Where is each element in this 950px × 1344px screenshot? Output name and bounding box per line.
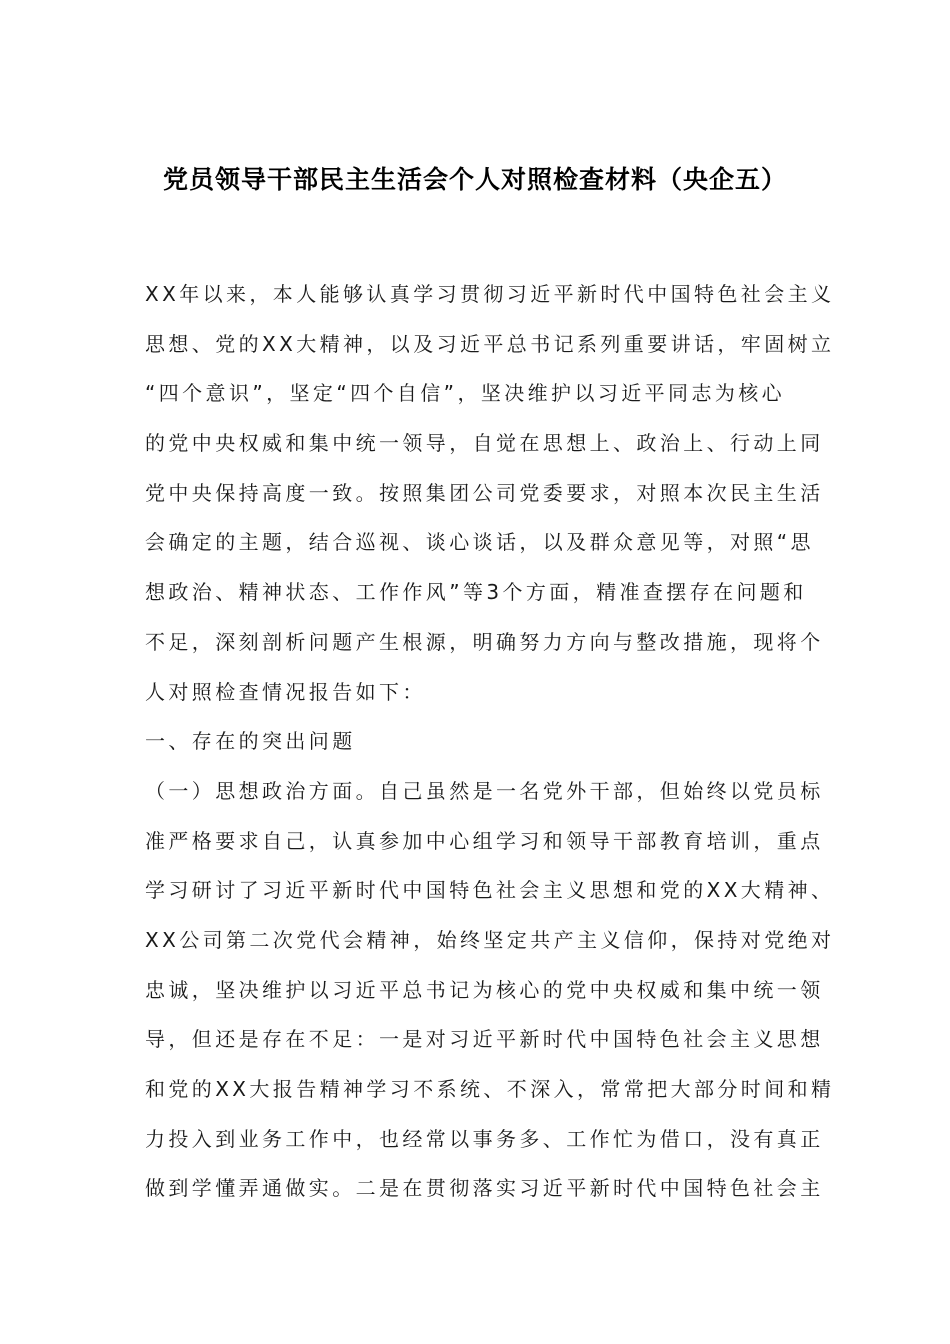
paragraph-line: 的党中央权威和集中统一领导，自觉在思想上、政治上、行动上同 <box>145 431 824 456</box>
document-title: 党员领导干部民主生活会个人对照检查材料（央企五） <box>162 165 787 194</box>
paragraph-line: 力投入到业务工作中，也经常以事务多、工作忙为借口，没有真正 <box>145 1126 824 1151</box>
section-heading: 一、存在的突出问题 <box>145 729 356 754</box>
paragraph-line: 学习研讨了习近平新时代中国特色社会主义思想和党的XX大精神、 <box>145 878 835 903</box>
paragraph-line: XX公司第二次党代会精神，始终坚定共产主义信仰，保持对党绝对 <box>145 927 835 952</box>
paragraph-line: 导，但还是存在不足：一是对习近平新时代中国特色社会主义思想 <box>145 1027 824 1052</box>
paragraph-line: 不足，深刻剖析问题产生根源，明确努力方向与整改措施，现将个 <box>145 629 824 654</box>
paragraph-line: “四个意识”，坚定“四个自信”，坚决维护以习近平同志为核心 <box>145 381 786 406</box>
document-body <box>145 270 835 1214</box>
paragraph-line: 党中央保持高度一致。按照集团公司党委要求，对照本次民主生活 <box>145 480 824 505</box>
paragraph-line: 做到学懂弄通做实。二是在贯彻落实习近平新时代中国特色社会主 <box>145 1176 824 1201</box>
paragraph-line: 人对照检查情况报告如下： <box>145 679 426 704</box>
paragraph-line: XX年以来，本人能够认真学习贯彻习近平新时代中国特色社会主义 <box>145 282 835 306</box>
paragraph-line: 思想、党的XX大精神，以及习近平总书记系列重要讲话，牢固树立 <box>145 331 835 356</box>
paragraph-line: 想政治、精神状态、工作作风”等3个方面，精准查摆存在问题和 <box>145 580 807 605</box>
paragraph-line: （一）思想政治方面。自己虽然是一名党外干部，但始终以党员标 <box>145 778 824 803</box>
paragraph-line: 和党的XX大报告精神学习不系统、不深入，常常把大部分时间和精 <box>145 1077 835 1101</box>
paragraph-line: 准严格要求自己，认真参加中心组学习和领导干部教育培训，重点 <box>145 828 824 853</box>
paragraph-line: 会确定的主题，结合巡视、谈心谈话，以及群众意见等，对照“思 <box>145 530 814 555</box>
paragraph-line: 忠诚，坚决维护以习近平总书记为核心的党中央权威和集中统一领 <box>145 977 824 1002</box>
